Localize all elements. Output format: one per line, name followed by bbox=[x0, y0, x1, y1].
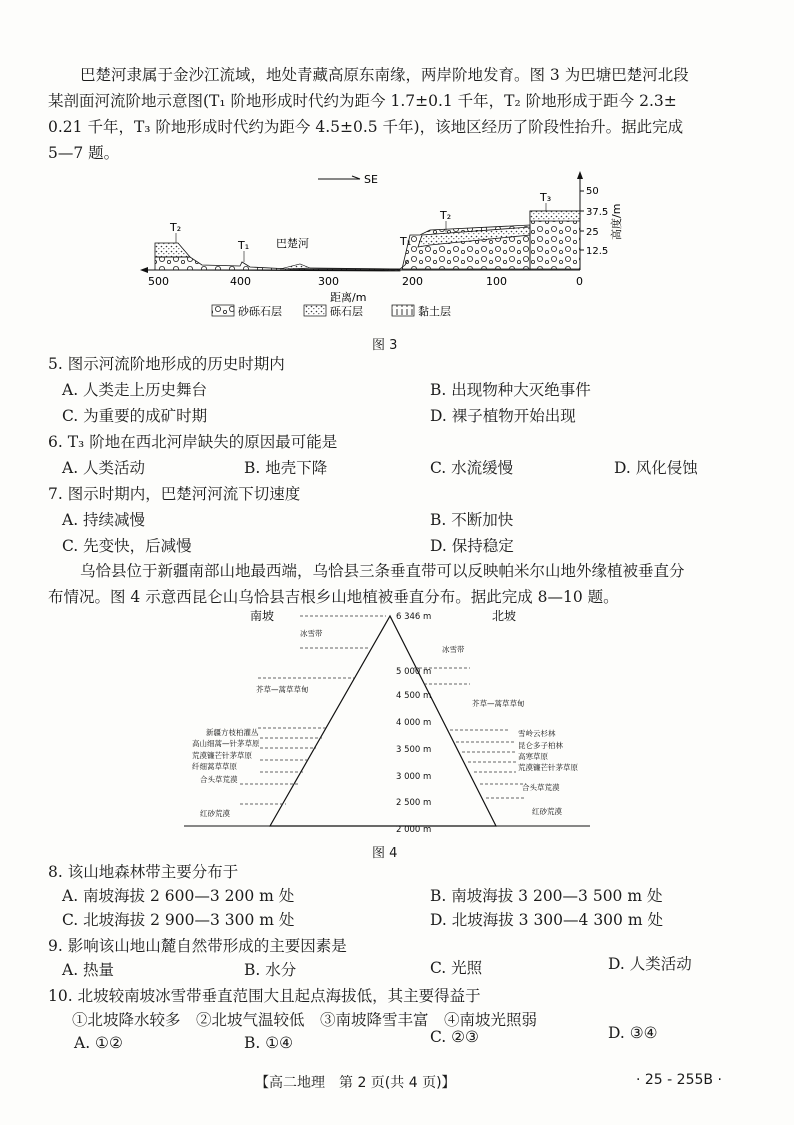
q9-option-c[interactable]: C. 光照 bbox=[430, 959, 483, 977]
q5-option-b[interactable]: B. 出现物种大灭绝事件 bbox=[430, 381, 591, 399]
legend-sand-gravel: 砂砾石层 bbox=[238, 305, 282, 318]
south-belt-reaumuria: 红砂荒漠 bbox=[200, 809, 230, 818]
label-t2-left: T₂ bbox=[170, 221, 182, 234]
q10-option-c[interactable]: C. ②③ bbox=[430, 1028, 479, 1046]
figure-4-vegetation-zones bbox=[180, 608, 620, 834]
q8-option-d[interactable]: D. 北坡海拔 3 300—4 300 m 处 bbox=[430, 911, 663, 929]
q9-option-a[interactable]: A. 热量 bbox=[62, 961, 115, 979]
q10-option-d[interactable]: D. ③④ bbox=[608, 1024, 658, 1042]
direction-label: SE bbox=[364, 173, 378, 186]
legend-gravel: 砾石层 bbox=[330, 305, 363, 318]
alt-3500: 3 500 m bbox=[396, 745, 432, 755]
figure-3-terrace-profile bbox=[130, 165, 630, 320]
north-belt-desert-steppe: 荒漠镰芒针茅草原 bbox=[518, 763, 578, 772]
q10-stem: 10. 北坡较南坡冰雪带垂直范围大且起点海拔低，其主要得益于 bbox=[48, 987, 481, 1005]
north-belt-anabasis: 合头草荒漠 bbox=[522, 783, 560, 792]
ytick-25: 25 bbox=[586, 227, 599, 238]
q7-option-d[interactable]: D. 保持稳定 bbox=[430, 537, 514, 555]
xtick-400: 400 bbox=[230, 275, 251, 288]
xtick-100: 100 bbox=[486, 275, 507, 288]
intro2-line1: 乌恰县位于新疆南部山地最西端，乌恰县三条垂直带可以反映帕米尔山地外缘植被垂直分 bbox=[80, 562, 685, 580]
south-belt-ice: 冰雪带 bbox=[300, 629, 323, 638]
ytick-12-5: 12.5 bbox=[586, 246, 609, 257]
alt-4500: 4 500 m bbox=[396, 691, 432, 701]
q7-option-a[interactable]: A. 持续减慢 bbox=[62, 511, 146, 529]
alt-5000: 5 000 m bbox=[396, 667, 432, 677]
q5-stem: 5. 图示河流阶地形成的历史时期内 bbox=[48, 355, 285, 373]
q5-option-a[interactable]: A. 人类走上历史舞台 bbox=[62, 381, 208, 399]
yaxis-label: 高度/m bbox=[610, 203, 623, 240]
intro1-line1: 巴楚河隶属于金沙江流域，地处青藏高原东南缘，两岸阶地发育。图 3 为巴塘巴楚河北段 bbox=[80, 66, 689, 84]
ytick-37-5: 37.5 bbox=[586, 207, 609, 218]
alt-6346: 6 346 m bbox=[396, 612, 432, 622]
footer-code: · 25 - 255B · bbox=[636, 1072, 722, 1088]
q8-option-c[interactable]: C. 北坡海拔 2 900—3 300 m 处 bbox=[62, 911, 295, 929]
figure-4-caption: 图 4 bbox=[372, 846, 398, 861]
q9-option-d[interactable]: D. 人类活动 bbox=[608, 955, 692, 973]
xtick-0: 0 bbox=[576, 275, 583, 288]
north-belt-ice: 冰雪带 bbox=[442, 645, 465, 654]
q8-option-b[interactable]: B. 南坡海拔 3 200—3 500 m 处 bbox=[430, 887, 663, 905]
label-river: 巴楚河 bbox=[276, 237, 309, 250]
label-north-slope: 北坡 bbox=[492, 609, 517, 623]
xtick-200: 200 bbox=[402, 275, 423, 288]
footer-page-info: 【高二地理 第 2 页(共 4 页)】 bbox=[255, 1075, 456, 1091]
intro1-line3: 0.21 千年，T₃ 阶地形成时代约为距今 4.5±0.5 千年)，该地区经历了阶段性抬升。据此完成 bbox=[48, 118, 684, 136]
q6-stem: 6. T₃ 阶地在西北河岸缺失的原因最可能是 bbox=[48, 433, 338, 451]
q7-option-b[interactable]: B. 不断加快 bbox=[430, 511, 514, 529]
q10-option-a[interactable]: A. ①② bbox=[74, 1034, 123, 1052]
q6-option-d[interactable]: D. 风化侵蚀 bbox=[614, 459, 698, 477]
q8-option-a[interactable]: A. 南坡海拔 2 600—3 200 m 处 bbox=[62, 887, 295, 905]
q6-option-c[interactable]: C. 水流缓慢 bbox=[430, 459, 514, 477]
xaxis-label: 距离/m bbox=[330, 291, 367, 304]
south-belt-meadow: 芥草—蒿草草甸 bbox=[256, 685, 309, 694]
ytick-50: 50 bbox=[586, 186, 599, 197]
figure-3-caption: 图 3 bbox=[372, 338, 398, 353]
label-t3: T₃ bbox=[540, 191, 552, 204]
north-belt-reaumuria: 红砂荒漠 bbox=[532, 807, 562, 816]
alt-2500: 2 500 m bbox=[396, 798, 432, 808]
alt-2000: 2 000 m bbox=[396, 825, 432, 834]
xtick-300: 300 bbox=[318, 275, 339, 288]
q7-option-c[interactable]: C. 先变快，后减慢 bbox=[62, 537, 192, 555]
south-belt-kobresia: 纤细蒿草草原 bbox=[192, 762, 237, 771]
q10-option-b[interactable]: B. ①④ bbox=[244, 1034, 294, 1052]
north-belt-spruce: 雪岭云杉林 bbox=[518, 729, 556, 738]
alt-4000: 4 000 m bbox=[396, 718, 432, 728]
north-belt-meadow: 芥草—蒿草草甸 bbox=[472, 699, 525, 708]
north-belt-alpine-steppe: 高寒草原 bbox=[518, 752, 548, 761]
south-belt-anabasis: 合头草荒漠 bbox=[200, 775, 238, 784]
legend-clay: 黏土层 bbox=[418, 305, 451, 318]
label-t1-right: T₁ bbox=[400, 235, 412, 248]
intro1-line4: 5—7 题。 bbox=[48, 144, 120, 162]
q6-option-b[interactable]: B. 地壳下降 bbox=[244, 459, 328, 477]
q5-option-d[interactable]: D. 裸子植物开始出现 bbox=[430, 407, 576, 425]
north-belt-juniper: 昆仑多子柏林 bbox=[518, 741, 563, 750]
q9-option-b[interactable]: B. 水分 bbox=[244, 961, 297, 979]
intro2-line2: 布情况。图 4 示意西昆仑山乌恰县吉根乡山地植被垂直分布。据此完成 8—10 题。 bbox=[48, 588, 619, 606]
south-belt-juniper: 新疆方枝柏灌丛 bbox=[206, 728, 259, 737]
q8-stem: 8. 该山地森林带主要分布于 bbox=[48, 863, 239, 881]
intro1-line2: 某剖面河流阶地示意图(T₁ 阶地形成时代约为距今 1.7±0.1 千年，T₂ 阶地形成于距今 2.3± bbox=[48, 92, 677, 110]
label-south-slope: 南坡 bbox=[250, 609, 275, 623]
q9-stem: 9. 影响该山地山麓自然带形成的主要因素是 bbox=[48, 937, 347, 955]
q10-items: ①北坡降水较多 ②北坡气温较低 ③南坡降雪丰富 ④南坡光照弱 bbox=[72, 1011, 538, 1029]
south-belt-desert-steppe: 荒漠镰芒针茅草原 bbox=[192, 751, 252, 760]
q7-stem: 7. 图示时期内，巴楚河河流下切速度 bbox=[48, 485, 301, 503]
xtick-500: 500 bbox=[148, 275, 169, 288]
label-t1: T₁ bbox=[238, 239, 250, 252]
q5-option-c[interactable]: C. 为重要的成矿时期 bbox=[62, 407, 208, 425]
q6-option-a[interactable]: A. 人类活动 bbox=[62, 459, 146, 477]
south-belt-alpine-steppe: 高山细蒿—针茅草原 bbox=[192, 739, 260, 748]
label-t2-right: T₂ bbox=[440, 209, 452, 222]
alt-3000: 3 000 m bbox=[396, 772, 432, 782]
